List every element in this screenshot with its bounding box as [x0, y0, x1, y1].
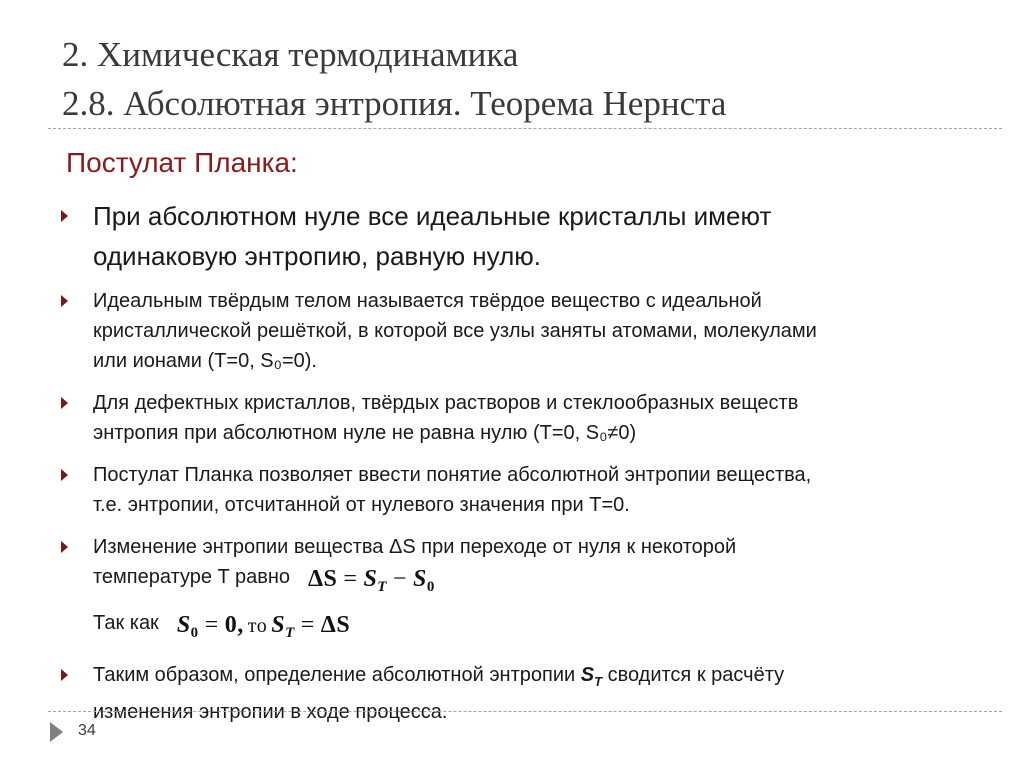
st-symbol: S	[580, 664, 595, 686]
slide-title	[62, 30, 962, 128]
bullet-2-line-3: или ионами (T=0, S₀=0).	[93, 350, 317, 372]
formula-delta-s: ΔS	[307, 566, 338, 592]
formula-subscript-0: 0	[190, 625, 199, 641]
formula-zero: 0,	[224, 612, 244, 638]
bullet-5-line-2	[93, 562, 960, 602]
title-divider	[48, 128, 1002, 129]
bullet-item-4	[60, 460, 960, 520]
formula-subscript-t: T	[377, 579, 387, 595]
entropy-change-formula	[308, 564, 435, 602]
formula-equals: =	[204, 612, 219, 638]
slide-title-line-2: 2.8. Абсолютная энтропия. Теорема Нернста	[62, 84, 727, 123]
bullet-2-line-2: кристаллической решёткой, в которой все узлы заняты атомами, молекулами	[93, 320, 817, 342]
bullet-6-line-2: изменения энтропии в ходе процесса.	[93, 701, 448, 723]
absolute-entropy-symbol	[580, 664, 603, 689]
formula-then-word: то	[247, 615, 268, 637]
formula-delta-s: ΔS	[320, 612, 351, 638]
bullet-5-line-2-text: температуре T равно	[93, 566, 290, 588]
bullet-item-6	[60, 660, 960, 727]
bullet-6-line-1	[93, 660, 960, 697]
bullet-item-3	[60, 388, 960, 448]
triangle-right-icon	[50, 722, 63, 742]
bullet-3-line-2: энтропия при абсолютном нуле не равна нулю (T=0, S₀≠0)	[93, 422, 637, 444]
formula-minus: −	[392, 566, 408, 592]
bullet-5-line-1: Изменение энтропии вещества ΔS при переходе от нуля к некоторой	[93, 536, 737, 558]
bullet-triangle-icon	[61, 210, 68, 222]
footer-divider	[48, 711, 1002, 712]
bullet-triangle-icon	[61, 469, 68, 481]
bullet-item-2	[60, 286, 960, 376]
bullet-6-text-before: Таким образом, определение абсолютной энтропии	[93, 664, 581, 686]
slide-title-line-1: 2. Химическая термодинамика	[62, 35, 519, 74]
page-number: 34	[78, 722, 96, 739]
bullet-item-1	[60, 196, 960, 276]
since-line	[93, 608, 960, 648]
formula-s-symbol: S	[271, 612, 286, 638]
bullet-1-line-1: При абсолютном нуле все идеальные кристаллы имеют	[93, 201, 772, 231]
bullet-triangle-icon	[61, 541, 68, 553]
bullet-2-line-1: Идеальным твёрдым телом называется твёрдое вещество с идеальной	[93, 290, 762, 312]
since-label: Так как	[93, 612, 159, 634]
bullet-triangle-icon	[61, 295, 68, 307]
section-heading: Постулат Планка:	[66, 147, 298, 178]
bullet-4-line-1: Постулат Планка позволяет ввести понятие абсолютной энтропии вещества,	[93, 464, 812, 486]
st-subscript: T	[594, 674, 603, 689]
bullet-triangle-icon	[61, 669, 68, 681]
formula-subscript-t: T	[285, 625, 295, 641]
bullet-3-line-1: Для дефектных кристаллов, твёрдых растворов и стеклообразных веществ	[93, 392, 799, 414]
bullet-item-5	[60, 532, 960, 602]
formula-subscript-0: 0	[426, 579, 435, 595]
formula-s-symbol: S	[176, 612, 191, 638]
bullet-4-line-2: т.е. энтропии, отсчитанной от нулевого значения при T=0.	[93, 494, 630, 516]
bullet-6-text-after: сводится к расчёту	[602, 664, 785, 686]
bullet-list	[60, 196, 960, 727]
bullet-1-line-2: одинаковую энтропию, равную нулю.	[93, 241, 541, 271]
zero-entropy-formula	[177, 610, 350, 648]
bullet-triangle-icon	[61, 397, 68, 409]
formula-equals: =	[300, 612, 315, 638]
formula-s-symbol: S	[363, 566, 378, 592]
formula-equals: =	[343, 566, 358, 592]
formula-s-symbol: S	[413, 566, 427, 592]
